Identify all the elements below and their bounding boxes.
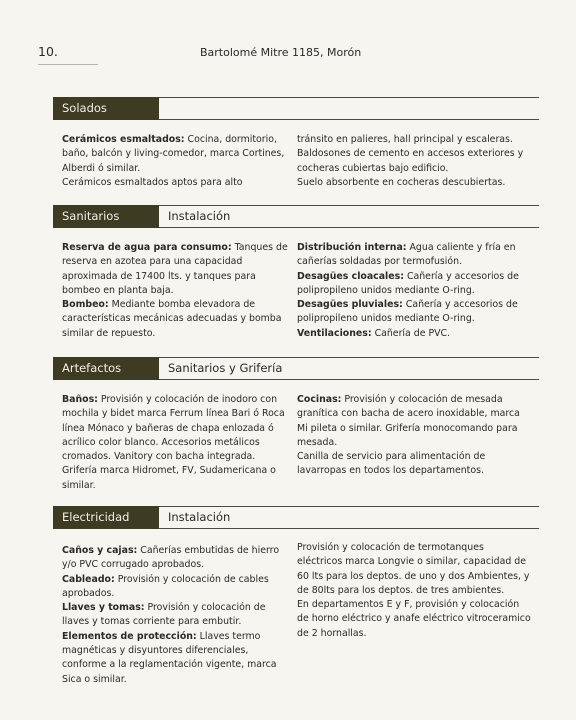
- section-header-sanitarios: [53, 205, 539, 228]
- paragraph: Desagües pluviales: Cañería y accesorios de polipropileno unidos mediante O-ring.: [297, 299, 518, 325]
- page-number: 10.: [38, 44, 58, 59]
- address: Bartolomé Mitre 1185, Morón: [200, 46, 362, 59]
- section-header-artefactos: [53, 357, 539, 380]
- paragraph: Desagües cloacales: Cañería y accesorios de polipropileno unidos mediante O-ring.: [297, 270, 519, 296]
- sanitarios-left-column: [62, 241, 290, 341]
- paragraph: Cableado: Provisión y colocación de cables aprobados.: [62, 573, 269, 599]
- section-header-electricidad: [53, 506, 539, 529]
- electricidad-right-column: [297, 541, 531, 641]
- section-subtitle: [159, 97, 539, 120]
- paragraph: Baldosones de cemento en accesos exteriores y cocheras cubiertas bajo edificio.: [297, 148, 524, 174]
- paragraph: Canilla de servicio para alimentación de lavarropas en todos los departamentos.: [297, 451, 486, 477]
- paragraph: Elementos de protección: Llaves termo magnéticas y disyuntores diferenciales, conforme a la reglamentación vigente, marca Sica o similar.: [62, 630, 277, 685]
- section-tab: Electricidad: [53, 506, 159, 529]
- paragraph: Caños y cajas: Cañerías embutidas de hierro y/o PVC corrugado aprobados.: [62, 545, 280, 571]
- artefactos-left-column: [62, 393, 290, 493]
- page-number-rule: [38, 64, 98, 65]
- paragraph: Cerámicos esmaltados: Cocina, dormitorio, baño, balcón y living-comedor, marca Cortines, Alberdi ó similar.: [62, 134, 285, 174]
- paragraph: Cocinas: Provisión y colocación de mesada granítica con bacha de acero inoxidable, marca Mi pileta o similar. Grifería monocomando para mesada.: [297, 394, 520, 448]
- paragraph: Provisión y colocación de termotanques eléctricos marca Longvie o similar, capacidad de 60 lts para los deptos. de uno y dos Ambientes, y de 80lts para los deptos. de tres ambientes.: [297, 542, 530, 596]
- paragraph: tránsito en palieres, hall principal y escaleras.: [297, 134, 513, 145]
- solados-right-column: [297, 133, 531, 190]
- paragraph: Suelo absorbente en cocheras descubiertas.: [297, 176, 506, 188]
- section-subtitle: Instalación: [159, 205, 539, 228]
- section-tab: Solados: [53, 97, 159, 120]
- paragraph: Distribución interna: Agua caliente y fría en cañerías soldadas por termofusión.: [297, 242, 516, 268]
- paragraph: Cerámicos esmaltados aptos para alto: [62, 176, 243, 188]
- section-tab: Sanitarios: [53, 205, 159, 228]
- electricidad-left-column: [62, 544, 290, 687]
- section-tab: Artefactos: [53, 357, 159, 380]
- section-subtitle: Instalación: [159, 506, 539, 529]
- paragraph: Bombeo: Mediante bomba elevadora de características mecánicas adecuadas y bomba similar de repuesto.: [62, 299, 282, 339]
- artefactos-right-column: [297, 393, 531, 479]
- paragraph: Llaves y tomas: Provisión y colocación de llaves y tomas corriente para embutir.: [62, 602, 266, 628]
- paragraph: Ventilaciones: Cañería de PVC.: [297, 327, 451, 339]
- paragraph: Baños: Provisión y colocación de inodoro con mochila y bidet marca Ferrum línea Bari ó Roca línea Mónaco y bañeras de chapa enlozada ó acrílico color blanco. Accesorios metálicos cromados. Vanitory con bacha integrada. Grifería marca Hidromet, FV, Sudamericana o similar.: [62, 394, 285, 491]
- paragraph: En departamentos E y F, provisión y colocación de horno eléctrico y anafe eléctrico vitroceramico de 2 hornallas.: [297, 599, 531, 639]
- section-subtitle: Sanitarios y Grifería: [159, 357, 539, 380]
- solados-left-column: [62, 133, 290, 190]
- section-header-solados: [53, 97, 539, 120]
- paragraph: Reserva de agua para consumo: Tanques de reserva en azotea para una capacidad aproximada de 17400 lts. y tanques para bombeo en planta baja.: [62, 242, 288, 296]
- sanitarios-right-column: [297, 241, 531, 341]
